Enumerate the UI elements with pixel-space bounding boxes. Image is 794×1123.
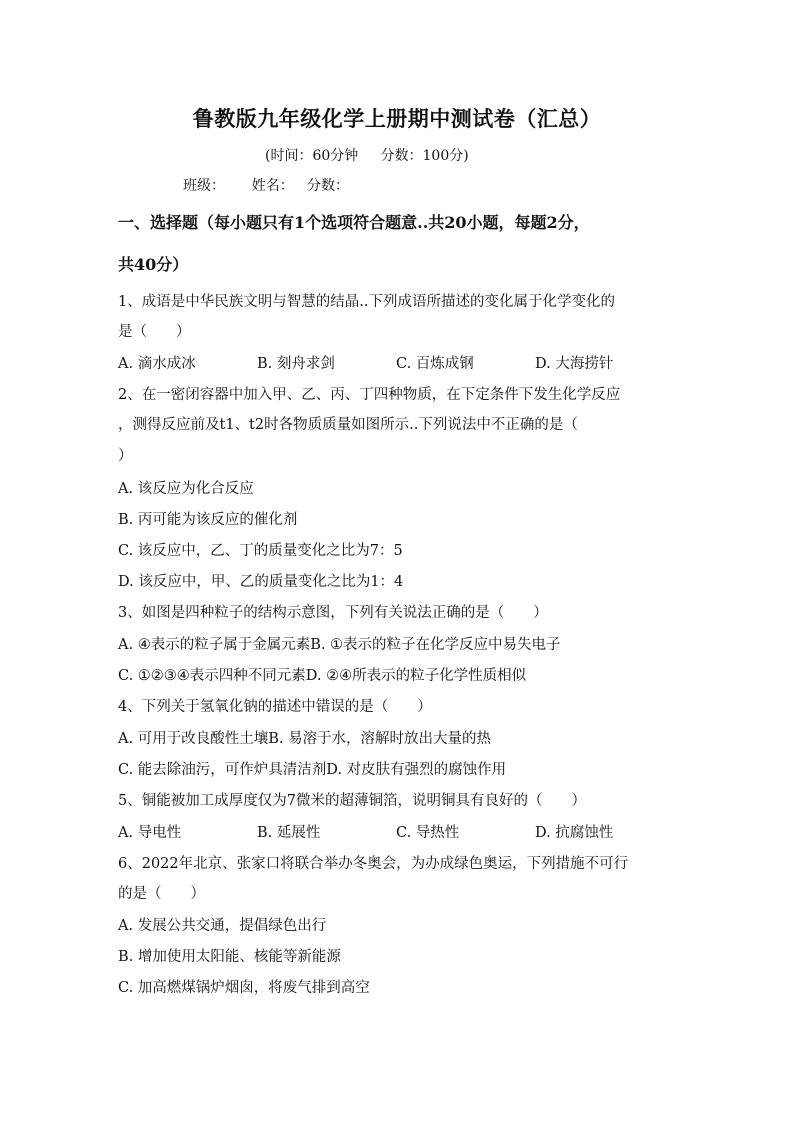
question-5-option-c: C. 导热性 [396,825,460,841]
question-3-stem: 3、如图是四种粒子的结构示意图，下列有关说法正确的是（ ） [118,605,548,621]
question-1-option-c: C. 百炼成钢 [396,356,474,372]
question-1-stem-line-1: 1、成语是中华民族文明与智慧的结晶..下列成语所描述的变化属于化学变化的 [118,294,615,310]
question-4-options-cd: C. 能去除油污，可作炉具清洁剂D. 对皮肤有强烈的腐蚀作用 [118,762,507,778]
question-4-options-ab: A. 可用于改良酸性土壤B. 易溶于水，溶解时放出大量的热 [118,731,492,747]
question-1-option-a: A. 滴水成冰 [118,356,196,372]
question-5-option-b: B. 延展性 [257,825,321,841]
question-4-stem: 4、下列关于氢氧化钠的描述中错误的是（ ） [118,699,432,715]
question-3-options-ab: A. ④表示的粒子属于金属元素B. ①表示的粒子在化学反应中易失电子 [118,637,561,653]
question-2-stem-line-3: ） [118,448,133,464]
question-6-stem-line-1: 6、2022年北京、张家口将联合举办冬奥会，为办成绿色奥运，下列措施不可行 [118,856,629,872]
question-2-option-a: A. 该反应为化合反应 [118,481,254,497]
question-2-option-d: D. 该反应中，甲、乙的质量变化之比为1：4 [118,574,404,590]
page-title: 鲁教版九年级化学上册期中测试卷（汇总） [192,106,602,131]
student-info-line: 班级： 姓名： 分数： [183,178,350,194]
question-2-stem-line-1: 2、在一密闭容器中加入甲、乙、丙、丁四种物质，在下定条件下发生化学反应 [118,387,621,403]
question-6-option-a: A. 发展公共交通，提倡绿色出行 [118,918,327,934]
question-5-option-a: A. 导电性 [118,825,182,841]
question-6-option-b: B. 增加使用太阳能、核能等新能源 [118,949,341,965]
question-2-stem-line-2: ，测得反应前及t1、t2时各物质质量如图所示..下列说法中不正确的是（ [118,417,578,433]
question-1-option-b: B. 刻舟求剑 [257,356,335,372]
question-5-stem: 5、铜能被加工成厚度仅为7微米的超薄铜箔，说明铜具有良好的（ ） [118,793,586,809]
section-heading-line-2: 共40分） [118,255,189,274]
question-2-option-b: B. 丙可能为该反应的催化剂 [118,512,298,528]
question-3-options-cd: C. ①②③④表示四种不同元素D. ②④所表示的粒子化学性质相似 [118,668,527,684]
section-heading-line-1: 一、选择题（每小题只有1个选项符合题意..共20小题，每题2分， [118,213,590,232]
question-1-option-d: D. 大海捞针 [535,356,614,372]
question-1-stem-line-2: 是（ ） [118,324,191,340]
exam-time-score: (时间：60分钟 分数：100分) [265,148,469,164]
question-6-stem-line-2: 的是（ ） [118,886,205,902]
question-6-option-c: C. 加高燃煤锅炉烟囱，将废气排到高空 [118,980,370,996]
question-2-option-c: C. 该反应中，乙、丁的质量变化之比为7：5 [118,543,403,559]
question-5-option-d: D. 抗腐蚀性 [535,825,614,841]
